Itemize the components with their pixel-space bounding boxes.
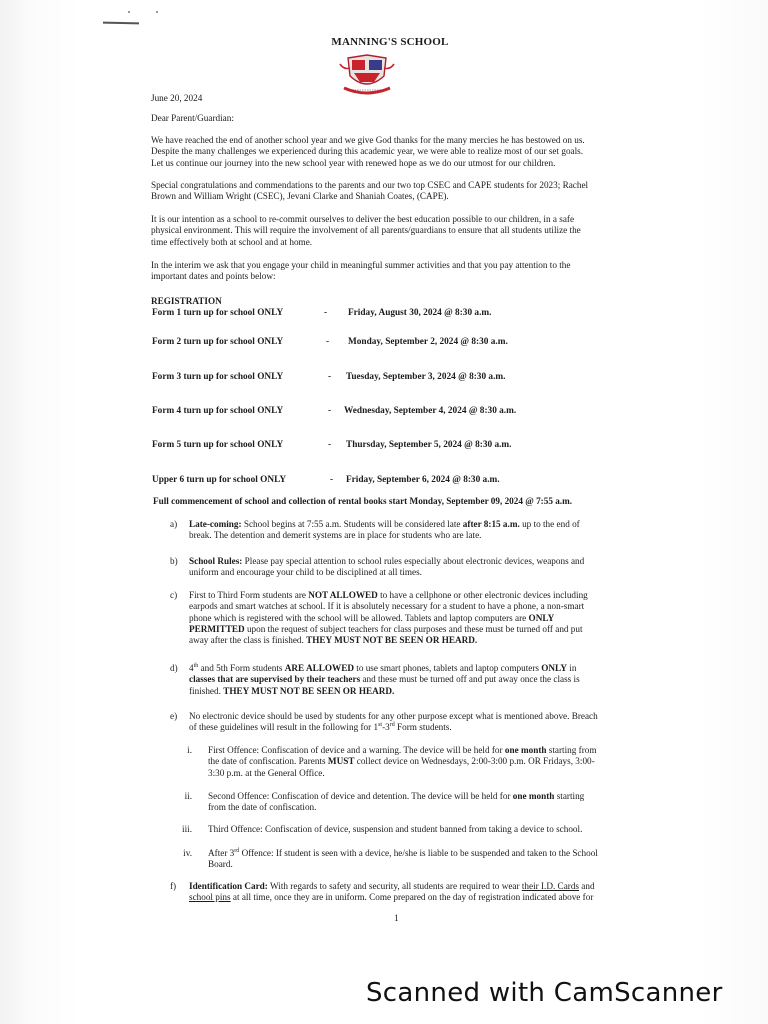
scanned-letter-page: MANNING'S SCHOOL June 20, 2024 Dear Parent/Guardian: We have reached the end of another school year and we give God thanks for the many mercies he has bestowed on us. Despite the many challenges we experienced during this academic year, we were able to realize most of our set goals. Let us continue our journey into the new school year with renewed hope as we do our utmost for our children. Special congratulations and commendations to the parents and our two top CSEC and CAPE students for 2023; Rachel Brown and William Wright (CSEC), Jevani Clarke and Shaniah Coates, (CAPE). It is our intention as a school to re-commit ourselves to deliver the best education possible to our children, in a safe physical environment. This will require the involvement of all parents/guardians to ensure that all students utilize the time effectively both at school and at home. In the interim we ask that you engage your child in meaningful summer activities and that you pay attention to the important dates and points below: REGISTRATION Form 1 turn up for school ONLY - Friday, August 30, 2024 @ 8:30 a.m. Form 2 turn up for school ONLY - Monday, September 2, 2024 @ 8:30 a.m. Form 3 turn up for school ONLY - Tuesday, September 3, 2024 @ 8:30 a.m. Form 4 turn up for school ONLY - Wednesday, September 4, 2024 @ 8:30 a.m. Form 5 turn up for school ONLY - Thursday, September 5, 2024 @ 8:30 a.m. Upper 6 turn up for school ONLY - Friday, September 6, 2024 @ 8:30 a.m. Full commencement of school and collection of rental books start Monday, September 09, 2024 @ 7:55 a.m. a) Late-coming: School begins at 7:55 a.m. Students will be considered late after 8:15 a.m. up to the end of break. The detention and demerit systems are in place for students who are late. b) School Rules: Please pay special attention to school rules especially about electronic devices, weapons and uniform and encourage your child to be disciplined at all times. c) First to Third Form students are NOT ALLOWED to have a cellphone or other electronic devices including earpods and smart watches at school. If it is absolutely necessary for a student to have a phone, a non-smart phone which is registered with the school will be allowed. Tablets and laptop computers are ONLY PERMITTED upon the request of subject teachers for class purposes and these must be turned off and put away after the class is finished. THEY MUST NOT BE SEEN OR HEARD. d) 4th and 5th Form students ARE ALLOWED to use smart phones, tablets and laptop computers ONLY in classes that are supervised by their teachers and these must be turned off and put away once the class is finished. THEY MUST NOT BE SEEN OR HEARD. e) No electronic device should be used by students for any other purpose except what is mentioned above. Breach of these guidelines will result in the following for 1st-3rd Form students. i. First Offence: Confiscation of device and a warning. The device will be held for one month starting from the date of confiscation. Parents MUST collect device on Wednesdays, 2:00-3:00 p.m. OR Fridays, 3:00- 3:30 p.m. at the General Office. ii. Second Offence: Confiscation of device and detention. The device will be held for one month starting from the date of confiscation. iii. Third Offence: Confiscation of device, suspension and student banned from taking a device to school. iv. After 3rd Offence: If student is seen with a device, he/she is liable to be suspended and taken to the School Board. f) Identification Card: With regards to safety and security, all students are required to wear their I.D. Cards and school pins at all time, once they are in uniform. Come prepared on the day of registration indicated above for 1 Scanned with CamScanner [0, 0, 768, 1024]
salutation: Dear Parent/Guardian: [151, 113, 234, 123]
offence-number-ii: ii. [184, 791, 192, 801]
page-number: 1 [394, 914, 399, 924]
offence-number-i: i. [187, 745, 192, 755]
scan-artifact-dot [156, 11, 158, 13]
camscanner-watermark: Scanned with CamScanner [366, 978, 723, 1008]
item-first-to-third-form-devices: First to Third Form students are NOT ALLOWED to have a cellphone or other electronic devices including earpods and smart watches at school. If it is absolutely necessary for a student to have a phone, a non-smart phone which is registered with the school will be allowed. Tablets and laptop computers are ONLY PERMITTED upon the request of subject teachers for class purposes and these must be turned off and put away after the class is finished. THEY MUST NOT BE SEEN OR HEARD. [189, 590, 588, 646]
scan-artifact-line [103, 22, 139, 25]
item-letter-d: d) [170, 663, 178, 673]
school-crest-logo [338, 52, 396, 96]
intro-paragraph-3: It is our intention as a school to re-commit ourselves to deliver the best education possible to our children, in a safe physical environment. This will require the involvement of all parents/guardians to ensure that all students utilize the time effectively both at school and at home. [151, 214, 581, 247]
item-device-breach: No electronic device should be used by students for any other purpose except what is mentioned above. Breach of these guidelines will result in the following for 1st-3rd Form students. [189, 711, 598, 733]
item-letter-b: b) [170, 556, 178, 566]
offence-first: First Offence: Confiscation of device and a warning. The device will be held for one month starting from the date of confiscation. Parents MUST collect device on Wednesdays, 2:00-3:00 p.m. OR Fridays, 3:00- 3:30 p.m. at the General Office. [208, 745, 597, 778]
item-letter-f: f) [170, 881, 177, 891]
item-late-coming: Late-coming: School begins at 7:55 a.m. Students will be considered late after 8:15 a.m. up to the end of break. The detention and demerit systems are in place for students who are late. [189, 519, 580, 541]
item-letter-c: c) [170, 590, 178, 600]
offence-number-iii: iii. [182, 824, 192, 834]
offence-third: Third Offence: Confiscation of device, suspension and student banned from taking a device to school. [208, 824, 583, 834]
item-letter-a: a) [170, 519, 178, 529]
offence-number-iv: iv. [183, 848, 192, 858]
school-name: MANNING'S SCHOOL [331, 36, 449, 48]
item-identification-card: Identification Card: With regards to safety and security, all students are required to wear their I.D. Cards and school pins at all time, once they are in uniform. Come prepared on the day of registration indicated above for [189, 881, 595, 903]
item-school-rules: School Rules: Please pay special attention to school rules especially about electronic devices, weapons and uniform and encourage your child to be disciplined at all times. [189, 556, 585, 578]
intro-paragraph-2: Special congratulations and commendations to the parents and our two top CSEC and CAPE students for 2023; Rachel Brown and William Wright (CSEC), Jevani Clarke and Shaniah Coates, (CAPE). [151, 180, 589, 202]
intro-paragraph-1: We have reached the end of another school year and we give God thanks for the many mercies he has bestowed on us. Despite the many challenges we experienced during this academic year, we were able to realize most of our set goals. Let us continue our journey into the new school year with renewed hope as we do our utmost for our children. [151, 135, 585, 168]
letter-date: June 20, 2024 [151, 93, 203, 103]
registration-heading: REGISTRATION [151, 296, 222, 306]
scan-artifact-dot [128, 11, 130, 13]
offence-second: Second Offence: Confiscation of device and detention. The device will be held for one month starting from the date of confiscation. [208, 791, 585, 813]
commencement-notice: Full commencement of school and collection of rental books start Monday, September 09, 2024 @ 7:55 a.m. [153, 496, 573, 506]
item-letter-e: e) [170, 711, 178, 721]
item-fourth-fifth-form-devices: 4th and 5th Form students ARE ALLOWED to use smart phones, tablets and laptop computers ONLY in classes that are supervised by their teachers and these must be turned off and put away once the class is finished. THEY MUST NOT BE SEEN OR HEARD. [189, 662, 580, 696]
intro-paragraph-4: In the interim we ask that you engage your child in meaningful summer activities and that you pay attention to the important dates and points below: [151, 260, 571, 282]
offence-after-third: After 3rd Offence: If student is seen with a device, he/she is liable to be suspended and taken to the School Board. [208, 847, 598, 870]
